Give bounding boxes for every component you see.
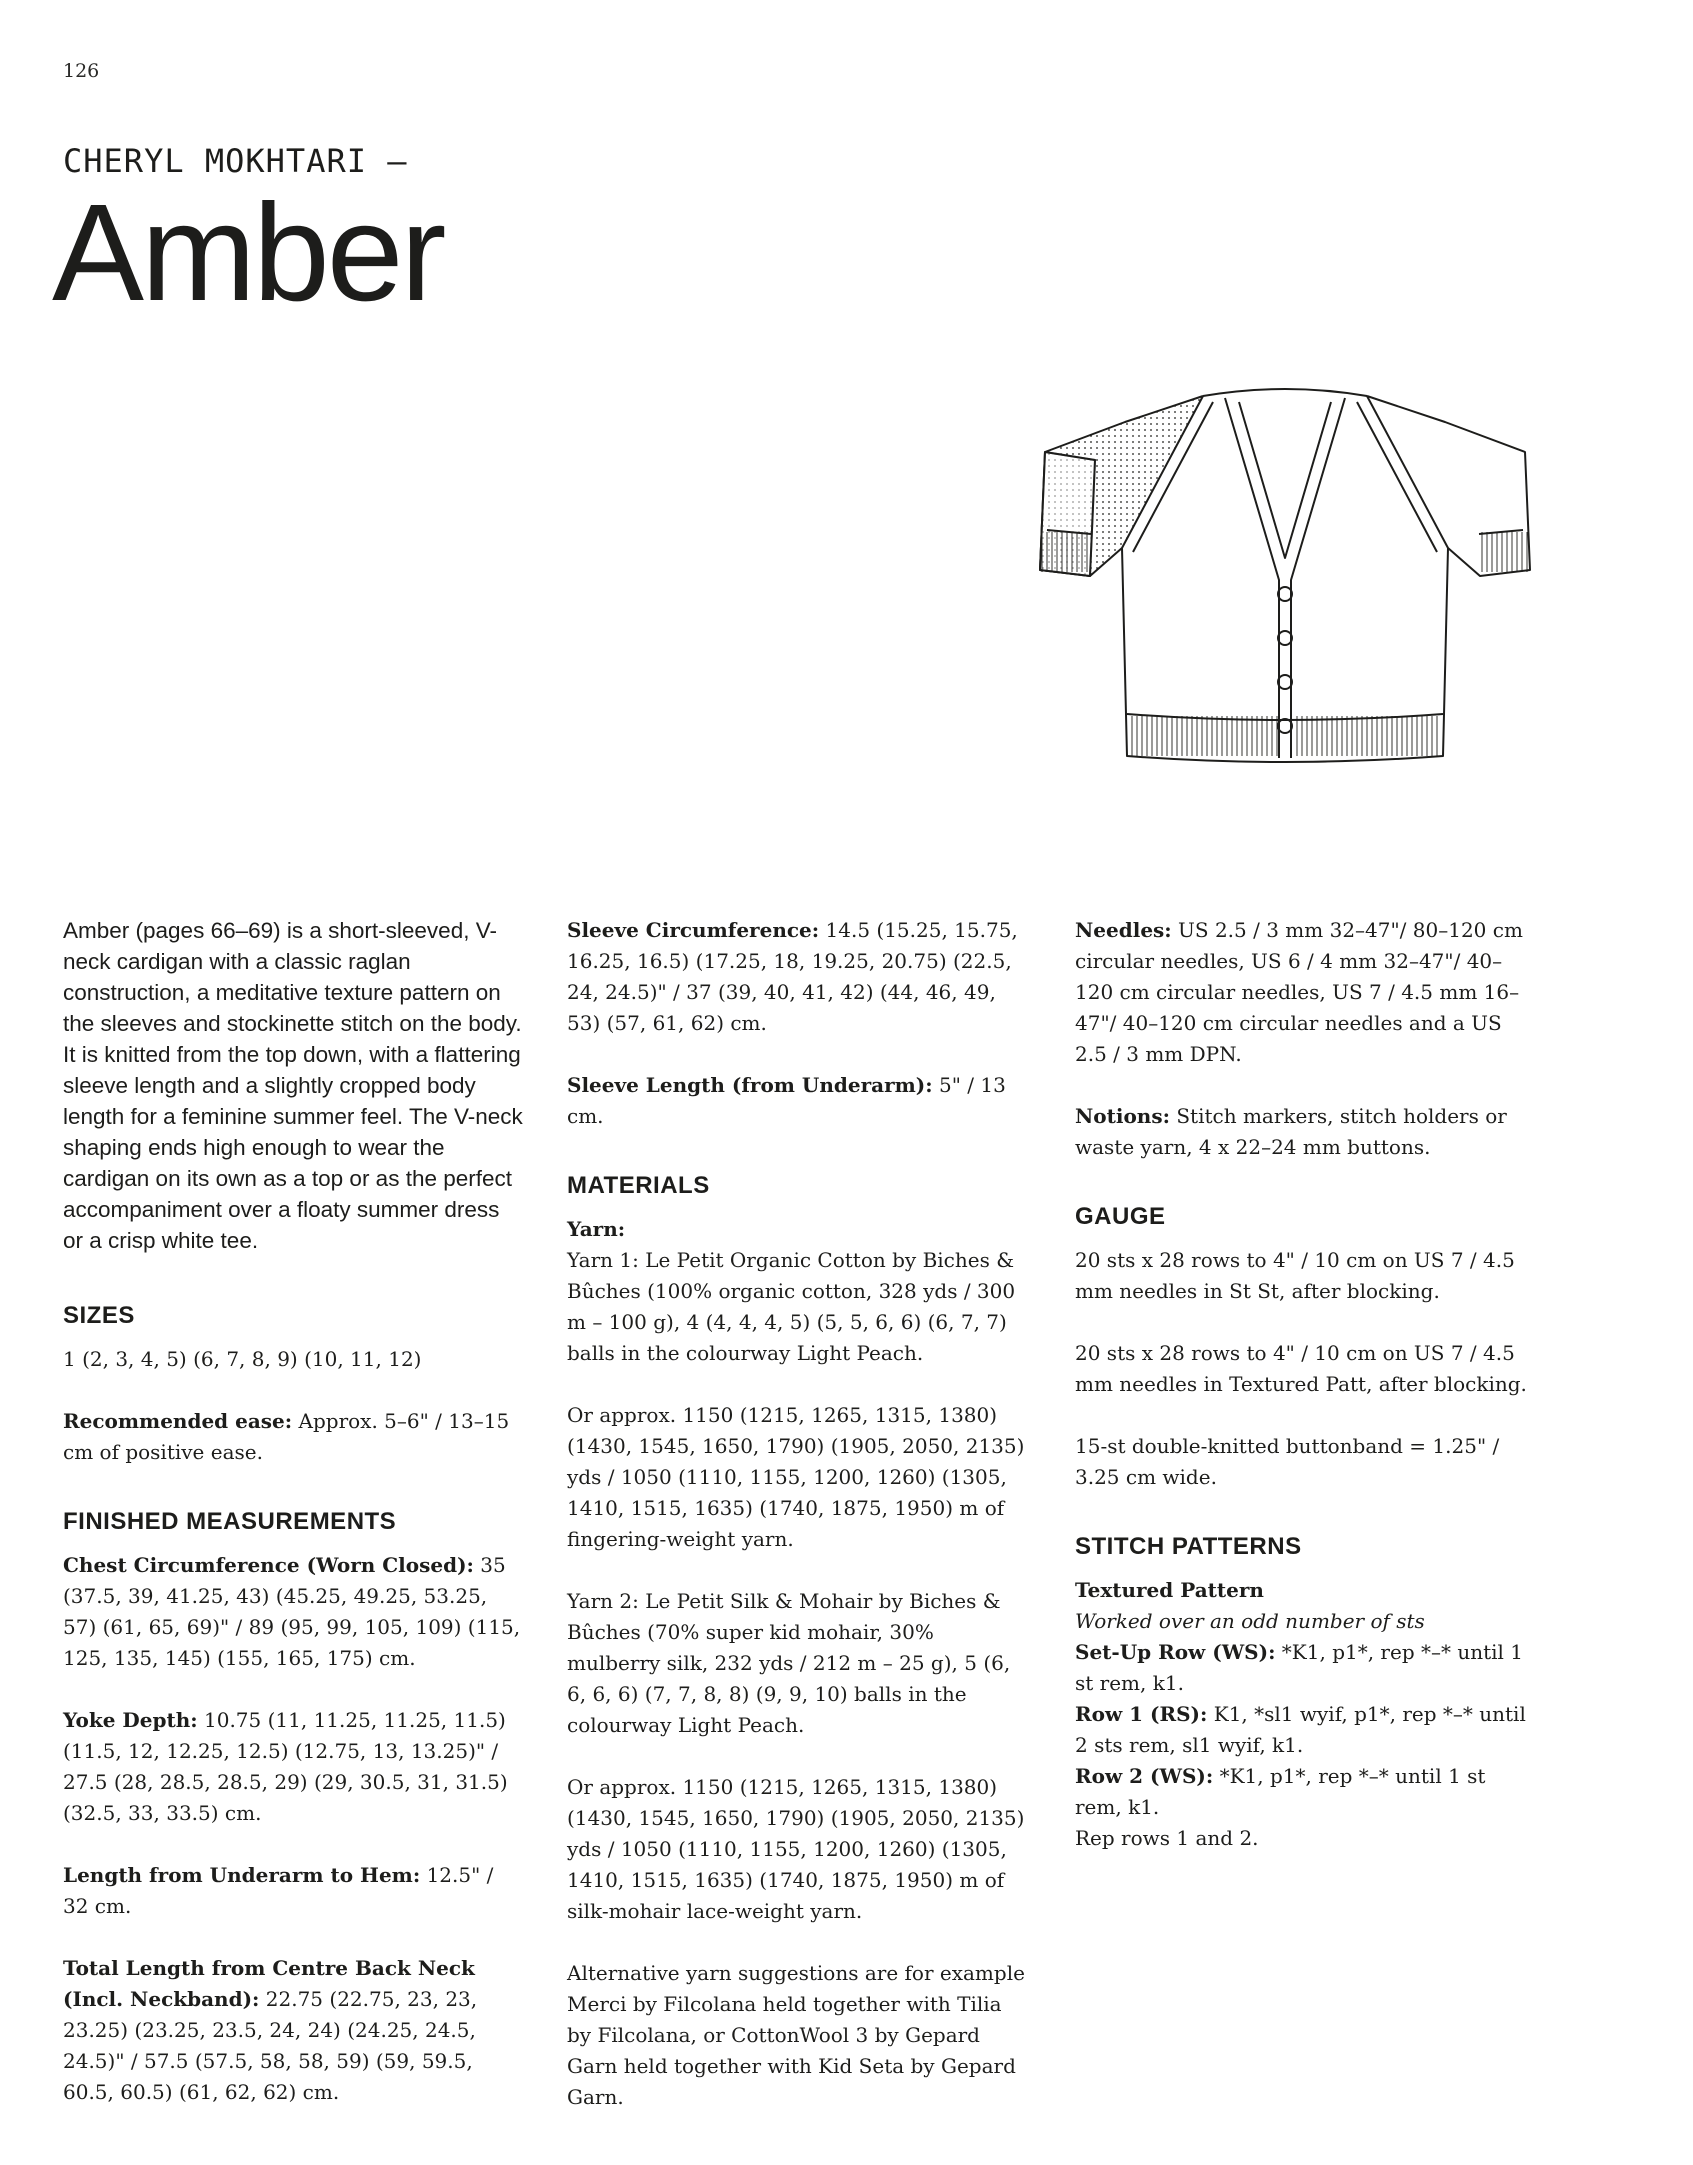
row1-value: K1, *sl1 wyif, p1*, rep *–* until 2 sts rem, sl1 wyif, k1. [1075, 1702, 1526, 1757]
finished-measurements-heading: FINISHED MEASUREMENTS [63, 1508, 397, 1535]
sizes-values: 1 (2, 3, 4, 5) (6, 7, 8, 9) (10, 11, 12) [63, 1347, 422, 1371]
row2-label: Row 2 (WS): [1075, 1764, 1214, 1788]
total-value: 22.75 (22.75, 23, 23, 23.25) (23.25, 23.5, 24, 24) (24.25, 24.5, 24.5)" / 57.5 (57.5, 58, 58, 59) (59, 59.5, 60.5, 60.5) (61, 62, 62) cm. [63, 1987, 478, 2104]
gauge-textured: 20 sts x 28 rows to 4" / 10 cm on US 7 / 4.5 mm needles in Textured Patt, after blocking. [1075, 1341, 1527, 1396]
yoke-value: 10.75 (11, 11.25, 11.25, 11.5) (11.5, 12, 12.25, 12.5) (12.75, 13, 13.25)" / 27.5 (28, 28.5, 28.5, 29) (29, 30.5, 31, 31.5) (32.5, 33, 33.5) cm. [63, 1708, 508, 1825]
chest-circumference [63, 1550, 523, 1674]
yoke-label: Yoke Depth: [63, 1708, 198, 1732]
sleeve-len-label: Sleeve Length (from Underarm): [567, 1073, 933, 1097]
needles-value: US 2.5 / 3 mm 32–47"/ 80–120 cm circular needles, US 6 / 4 mm 32–47"/ 40–120 cm circular needles, US 7 / 4.5 mm 16–47"/ 40–120 cm circular needles and a US 2.5 / 3 mm DPN. [1075, 918, 1523, 1066]
yarn-2-approx: Or approx. 1150 (1215, 1265, 1315, 1380) (1430, 1545, 1650, 1790) (1905, 2050, 2135) yds / 1050 (1110, 1155, 1200, 1260) (1305, 1410, 1515, 1635) (1740, 1875, 1950) m of silk-mohair lace-weight yarn. [567, 1775, 1025, 1923]
row1-label: Row 1 (RS): [1075, 1702, 1208, 1726]
needles [1075, 915, 1535, 1070]
sleeve-circ-label: Sleeve Circumference: [567, 918, 820, 942]
ease-value: Approx. 5–6" / 13–15 cm of positive ease. [63, 1409, 510, 1464]
yoke-depth [63, 1705, 523, 1829]
column-right [1075, 915, 1535, 1854]
chest-value: 35 (37.5, 39, 41.25, 43) (45.25, 49.25, 53.25, 57) (61, 65, 69)" / 89 (95, 99, 105, 109) (115, 125, 135, 145) (155, 165, 175) cm. [63, 1553, 521, 1670]
repeat-rows: Rep rows 1 and 2. [1075, 1826, 1259, 1850]
intro-paragraph: Amber (pages 66–69) is a short-sleeved, V-neck cardigan with a classic raglan construction, a meditative texture pattern on the sleeves and stockinette stitch on the body. It is knitted from the top down, with a flattering sleeve length and a slightly cropped body length for a feminine summer feel. The V-neck shaping ends high enough to wear the cardigan on its own as a top or as the perfect accompaniment over a floaty summer dress or a crisp white tee. [63, 918, 523, 1253]
yarn-1-approx: Or approx. 1150 (1215, 1265, 1315, 1380) (1430, 1545, 1650, 1790) (1905, 2050, 2135) yds / 1050 (1110, 1155, 1200, 1260) (1305, 1410, 1515, 1635) (1740, 1875, 1950) m of fingering-weight yarn. [567, 1403, 1025, 1551]
row-2 [1075, 1761, 1535, 1823]
alternative-yarns: Alternative yarn suggestions are for example Merci by Filcolana held together with Tilia by Filcolana, or CottonWool 3 by Gepard Garn held together with Kid Seta by Gepard Garn. [567, 1961, 1025, 2109]
column-left [63, 915, 523, 2108]
notions [1075, 1101, 1535, 1163]
textured-pattern-note: Worked over an odd number of sts [1075, 1609, 1425, 1633]
sleeve-length [567, 1070, 1027, 1132]
recommended-ease [63, 1406, 523, 1468]
page-title: Amber [52, 176, 444, 330]
length-label: Length from Underarm to Hem: [63, 1863, 421, 1887]
sleeve-circ-value: 14.5 (15.25, 15.75, 16.25, 16.5) (17.25, 18, 19.25, 20.75) (22.5, 24, 24.5)" / 37 (39, 40, 41, 42) (44, 46, 49, 53) (57, 61, 62) cm. [567, 918, 1018, 1035]
sleeve-circumference [567, 915, 1027, 1039]
total-label: Total Length from Centre Back Neck (Incl. Neckband): [63, 1956, 475, 2011]
length-value: 12.5" / 32 cm. [63, 1863, 494, 1918]
length-underarm-hem [63, 1860, 523, 1922]
yarn-2: Yarn 2: Le Petit Silk & Mohair by Biches & Bûches (70% super kid mohair, 30% mulberry silk, 232 yds / 212 m – 25 g), 5 (6, 6, 6, 6) (7, 7, 8, 8) (9, 9, 10) balls in the colourway Light Peach. [567, 1589, 1011, 1737]
sizes-heading: SIZES [63, 1302, 135, 1329]
stitch-patterns-heading: STITCH PATTERNS [1075, 1533, 1302, 1560]
gauge-buttonband: 15-st double-knitted buttonband = 1.25" / 3.25 cm wide. [1075, 1434, 1500, 1489]
yarn-label: Yarn: [567, 1217, 626, 1241]
ease-label: Recommended ease: [63, 1409, 293, 1433]
row2-value: *K1, p1*, rep *–* until 1 st rem, k1. [1075, 1764, 1486, 1819]
chest-label: Chest Circumference (Worn Closed): [63, 1553, 474, 1577]
gauge-heading: GAUGE [1075, 1203, 1166, 1230]
cardigan-line-drawing [1035, 380, 1535, 780]
page-number: 126 [63, 60, 100, 82]
sleeve-len-value: 5" / 13 cm. [567, 1073, 1006, 1128]
yarn-1: Yarn 1: Le Petit Organic Cotton by Biches & Bûches (100% organic cotton, 328 yds / 300 m – 100 g), 4 (4, 4, 4, 5) (5, 5, 6, 6) (6, 7, 7) balls in the colourway Light Peach. [567, 1248, 1016, 1365]
setup-value: *K1, p1*, rep *–* until 1 st rem, k1. [1075, 1640, 1524, 1695]
notions-label: Notions: [1075, 1104, 1170, 1128]
setup-row [1075, 1637, 1535, 1699]
column-middle [567, 915, 1027, 2113]
textured-pattern-name: Textured Pattern [1075, 1578, 1264, 1602]
author-name: CHERYL MOKHTARI — [63, 142, 408, 180]
needles-label: Needles: [1075, 918, 1172, 942]
notions-value: Stitch markers, stitch holders or waste yarn, 4 x 22–24 mm buttons. [1075, 1104, 1507, 1159]
cardigan-illustration [1035, 380, 1535, 780]
materials-heading: MATERIALS [567, 1172, 710, 1199]
setup-label: Set-Up Row (WS): [1075, 1640, 1276, 1664]
gauge-st-st: 20 sts x 28 rows to 4" / 10 cm on US 7 / 4.5 mm needles in St St, after blocking. [1075, 1248, 1515, 1303]
row-1 [1075, 1699, 1535, 1761]
total-length [63, 1953, 523, 2108]
